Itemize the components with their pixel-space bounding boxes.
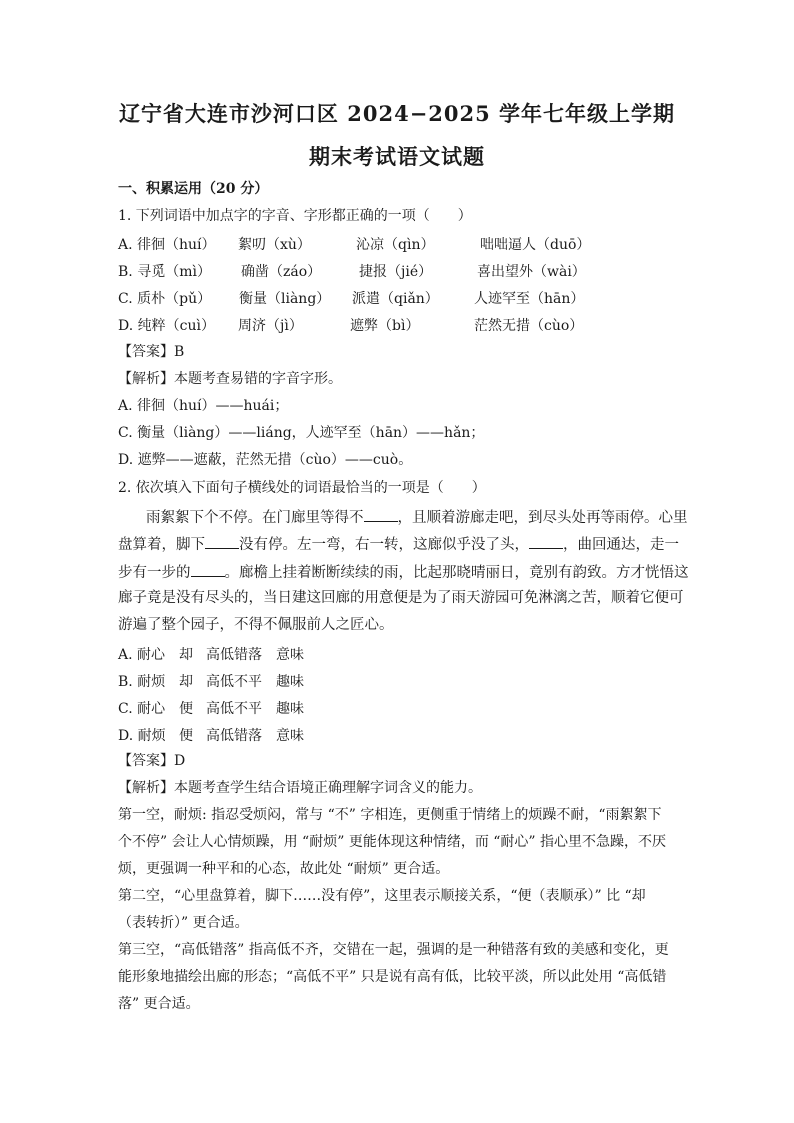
passage-text: ，且顺着游廊走吧，到尽头处再等雨停。心里 [397,510,688,526]
q2-option-cell: 却 [179,674,193,690]
q2-option-cell: 趣味 [276,701,304,717]
q2-passage-line: 廊子竟是没有尽头的，当日建这回廊的用意便是为了雨天游园可免淋漓之苦，顺着它便可 [118,590,684,606]
fill-blank [191,562,225,577]
q2-option-cell: 却 [179,647,193,663]
q1-option-cell: 茫然无措（cùo） [474,318,584,334]
passage-text: 雨絮絮下个不停。在门廊里等得不 [146,510,364,526]
q1-option-cell: 衡量（liàng） [239,291,331,307]
q1-option-cell: 沁凉（qìn） [356,237,435,253]
passage-text: ，曲回通达，走一 [563,537,679,553]
q2-option-cell: D. 耐烦 [118,728,166,744]
q2-passage-line [118,534,679,554]
q2-analysis-line: 能形象地描绘出廊的形态；“高低不平” 只是说有高有低，比较平淡，所以此处用 “高低错 [118,969,667,985]
q1-analysis-line: D. 遮弊——遮蔽，茫然无措（cùo）——cuò。 [118,452,413,468]
q1-option-cell: D. 纯粹（cuì） [118,318,215,334]
q2-option-cell: 高低不平 [206,674,262,690]
q1-stem: 1. 下列词语中加点字的字音、字形都正确的一项（ ） [118,208,472,224]
q2-option-cell: A. 耐心 [118,647,166,663]
title-line-1: 辽宁省大连市沙河口区 2024−2025 学年七年级上学期 [118,101,676,126]
q2-answer: 【答案】D [118,753,186,769]
q2-analysis-line: 烦，更强调一种平和的心态，故此处 “耐烦” 更合适。 [118,861,450,877]
passage-text: 步有一步的 [118,565,191,581]
q2-option-cell: 高低不平 [206,701,262,717]
q2-option-cell: 趣味 [276,674,304,690]
q1-analysis-line: A. 徘徊（huí）——huái； [118,398,289,414]
q1-answer: 【答案】B [118,344,185,360]
q2-analysis-line: 个不停” 会让人心情烦躁，用 “耐烦” 更能体现这种情绪，而 “耐心” 指心里不急躁，不厌 [118,834,667,850]
q1-option-cell: 派遣（qiǎn） [352,291,439,307]
q2-option-cell: 便 [179,728,193,744]
q2-option-cell: 意味 [276,647,304,663]
q2-analysis-line: （表转折）” 更合适。 [118,915,249,931]
q2-analysis-line: 落” 更合适。 [118,996,200,1012]
q2-option-cell: 意味 [276,728,304,744]
q2-option-cell: 高低错落 [206,728,262,744]
q1-option-cell: A. 徘徊（huí） [118,237,216,253]
q1-option-cell: 周济（jì） [238,318,303,334]
analysis-intro: 本题考查学生结合语境正确理解字词含义的能力。 [174,780,482,796]
q1-option-cell: 遮弊（bì） [350,318,420,334]
q2-passage-line: 游遍了整个园子，不得不佩服前人之匠心。 [118,617,394,633]
q1-option-cell: 絮叨（xù） [238,237,311,253]
q2-option-cell: 便 [179,701,193,717]
passage-text: 没有停。左一弯，右一转，这廊似乎没了头， [239,537,529,553]
q2-analysis-line: 第二空，“心里盘算着，脚下……没有停”，这里表示顺接关系，“便（表顺承）” 比 “却 [118,888,646,904]
q1-option-cell: 咄咄逼人（duō） [480,237,591,253]
fill-blank [529,534,563,549]
q1-option-cell: 捷报（jié） [359,264,433,280]
q2-option-cell: C. 耐心 [118,701,166,717]
q2-stem: 2. 依次填入下面句子横线处的词语最恰当的一项是（ ） [118,480,486,496]
q1-option-cell: 喜出望外（wài） [477,264,586,280]
analysis-label: 【解析】 [118,371,174,387]
q1-option-cell: B. 寻觅（mì） [118,264,211,280]
title-line-2: 期末考试语文试题 [309,144,485,169]
analysis-intro: 本题考查易错的字音字形。 [174,371,342,387]
q2-analysis-line: 第一空，耐烦: 指忍受烦闷，常与 “不” 字相连，更侧重于情绪上的烦躁不耐，“雨絮絮下 [118,807,662,823]
passage-text: 。廊檐上挂着断断续续的雨，比起那晓晴丽日，竟别有韵致。方才恍悟这 [224,565,689,581]
analysis-label: 【解析】 [118,780,174,796]
q2-option-cell: 高低错落 [206,647,262,663]
q2-option-cell: B. 耐烦 [118,674,166,690]
q2-passage-line [146,507,688,527]
q2-analysis [118,779,482,797]
q1-option-cell: 人迹罕至（hān） [474,291,585,307]
q2-analysis-line: 第三空，“高低错落” 指高低不齐，交错在一起，强调的是一种错落有致的美感和变化，更 [118,942,669,958]
q1-option-cell: C. 质朴（pǔ） [118,291,212,307]
q1-analysis-line: C. 衡量（liàng）——liáng，人迹罕至（hān）——hǎn； [118,425,485,441]
q1-analysis [118,370,342,388]
section-heading: 一、积累运用（20 分） [118,181,269,197]
q2-passage-line [118,562,689,582]
fill-blank [364,507,398,522]
fill-blank [205,534,239,549]
q1-option-cell: 确凿（záo） [241,264,322,280]
passage-text: 盘算着，脚下 [118,537,205,553]
